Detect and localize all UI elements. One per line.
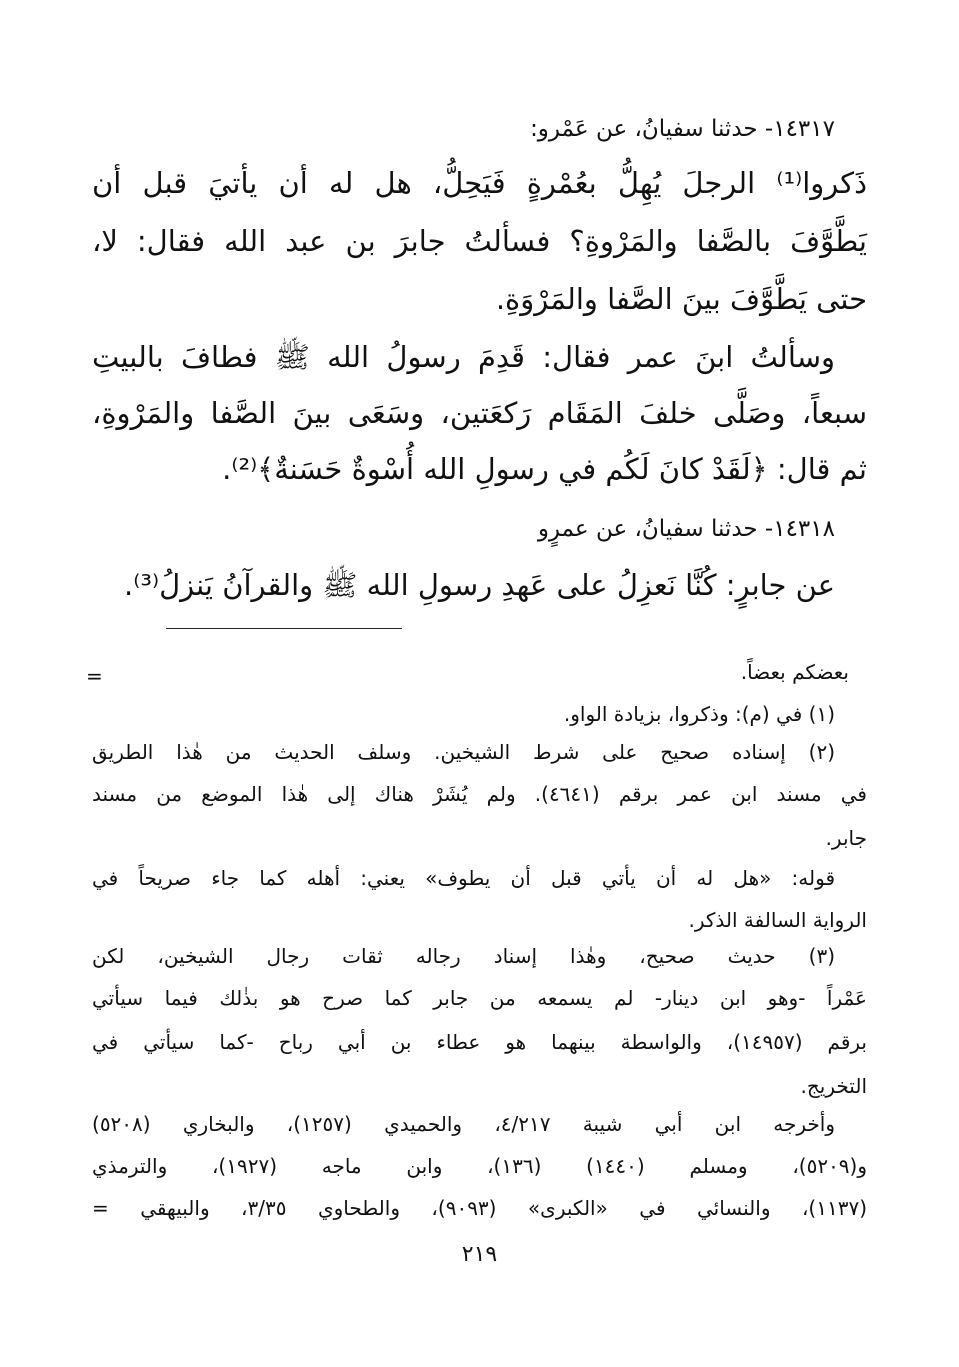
footnote-2-line-5: الرواية السالفة الذكر. (688, 908, 867, 932)
footnote-2-line-1: (٢) إسناده صحيح على شرط الشيخين. وسلف الحديث من هٰذا الطريق (92, 740, 835, 764)
footnote-3-line-7: (١١٣٧)، والنسائي في «الكبرى» (٩٠٩٣)، والطحاوي ٣/٣٥، والبيهقي = (92, 1196, 867, 1220)
footnote-2-line-3: جابر. (825, 826, 867, 850)
hadith-14317-line-4: وسألتُ ابنَ عمر فقال: قَدِمَ رسولُ الله ﷺ فطافَ بالبيتِ (92, 340, 835, 374)
hadith-14317-line-1: ذَكروا⁽¹⁾ الرجلَ يُهِلُّ بعُمْرةٍ فَيَحِلُّ، هل له أن يأتيَ قبل أن (92, 166, 867, 200)
footnote-divider (166, 628, 402, 629)
footnote-3-line-1: (٣) حديث صحيح، وهٰذا إسناد رجاله ثقات رجال الشيخين، لكن (92, 944, 835, 968)
footnote-2-line-2: في مسند ابن عمر برقم (٤٦٤١). ولم يُشَرْ هناك إلى هٰذا الموضع من مسند (92, 782, 867, 806)
hadith-14317-line-5: سبعاً، وصَلَّى خلفَ المَقَام رَكعَتين، وسَعَى بينَ الصَّفا والمَرْوةِ، (92, 396, 867, 430)
footnote-1: (١) في (م): وذكروا، بزيادة الواو. (563, 702, 835, 726)
hadith-14317-heading: ١٤٣١٧- حدثنا سفيانُ، عن عَمْرو: (530, 116, 835, 142)
footnote-3-line-6: و(٥٢٠٩)، ومسلم (١٤٤٠) (١٣٦)، وابن ماجه (١٩٢٧)، والترمذي (92, 1154, 868, 1178)
footnote-continuation: بعضكم بعضاً. (740, 660, 849, 684)
footnote-3-line-3: برقم (١٤٩٥٧)، والواسطة بينهما هو عطاء بن أبي رباح -كما سيأتي في (92, 1030, 867, 1054)
continuation-mark: = (86, 664, 103, 688)
footnote-3-line-2: عَمْراً -وهو ابن دينار- لم يسمعه من جابر كما صرح هو بذٰلك فيما سيأتي (92, 986, 867, 1010)
hadith-14318-line: عن جابرٍ: كُنَّا نَعزِلُ على عَهدِ رسولِ الله ﷺ والقرآنُ يَنزلُ⁽³⁾. (123, 568, 835, 602)
footnote-3-line-4: التخريج. (800, 1074, 867, 1098)
hadith-14317-line-3: حتى يَطَّوَّفَ بينَ الصَّفا والمَرْوَةِ. (495, 282, 867, 316)
hadith-14318-heading: ١٤٣١٨- حدثنا سفيانُ، عن عمرٍو (537, 516, 835, 542)
hadith-14317-line-2: يَطَّوَّفَ بالصَّفا والمَرْوةِ؟ فسألتُ جابرَ بن عبد الله فقال: لا، (92, 224, 867, 258)
footnote-3-line-5: وأخرجه ابن أبي شيبة ٤/٢١٧، والحميدي (١٢٥٧)، والبخاري (٥٢٠٨) (92, 1112, 835, 1136)
page-number: ٢١٩ (461, 1242, 498, 1267)
footnote-2-line-4: قوله: «هل له أن يأتي قبل أن يطوف» يعني: أهله كما جاء صريحاً في (92, 866, 835, 890)
hadith-14317-line-6: ثم قال: ﴿لَقَدْ كانَ لَكُم في رسولِ الله أُسْوةٌ حَسَنةٌ﴾⁽²⁾. (222, 452, 867, 486)
